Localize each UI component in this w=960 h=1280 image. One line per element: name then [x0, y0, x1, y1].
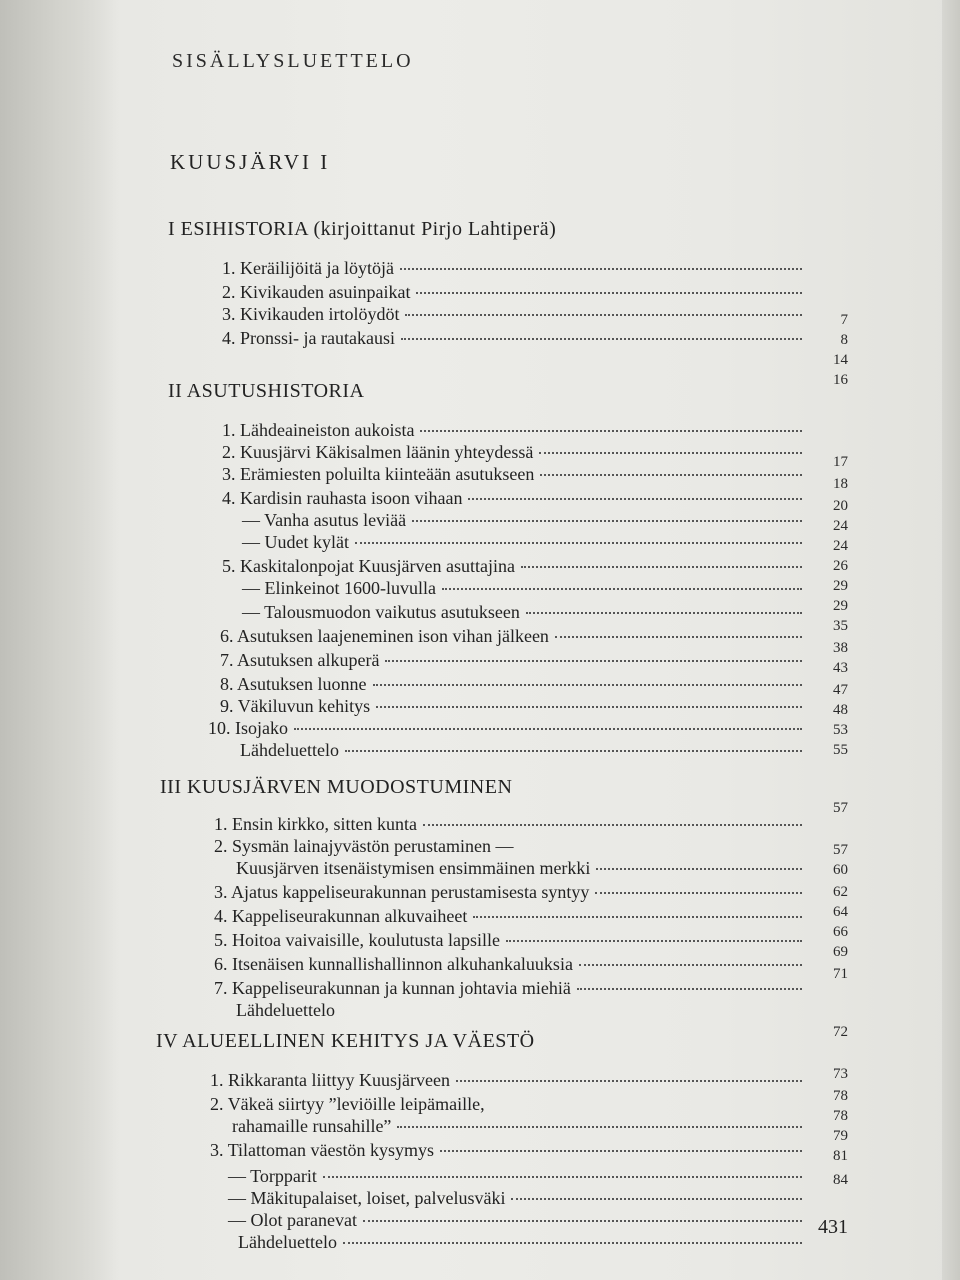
entry-title: Kuusjärven itsenäistymisen ensimmäinen merkki — [236, 858, 591, 878]
entry-number: 4. — [222, 488, 236, 508]
entry-title: Kuusjärvi Käkisalmen läänin yhteydessä — [240, 442, 534, 462]
toc-entry — [214, 978, 802, 999]
entry-title: Asutuksen luonne — [237, 674, 367, 694]
leader-dots — [363, 1220, 802, 1222]
entry-number: 7. — [220, 650, 234, 670]
page-ref: 81 — [833, 1148, 848, 1164]
leader-dots — [323, 1176, 802, 1178]
entry-title: Asutuksen alkuperä — [237, 650, 380, 670]
page-ref: 48 — [833, 702, 848, 718]
leader-dots — [456, 1080, 802, 1082]
entry-title: — Uudet kylät — [242, 532, 349, 552]
section-title: I ESIHISTORIA (kirjoittanut Pirjo Lahtiperä) — [168, 218, 557, 240]
entry-number: 6. — [220, 626, 234, 646]
leader-dots — [521, 566, 802, 568]
entry-number: 4. — [222, 328, 236, 348]
section-title: II ASUTUSHISTORIA — [168, 380, 365, 402]
entry-number: 7. — [214, 978, 228, 998]
leader-dots — [343, 1242, 802, 1244]
page-ref: 62 — [833, 884, 848, 900]
entry-number: 6. — [214, 954, 228, 974]
toc-entry — [222, 488, 802, 509]
page-ref: 38 — [833, 640, 848, 656]
entry-number: 2. — [210, 1094, 224, 1114]
entry-title: — Mäkitupalaiset, loiset, palvelusväki — [228, 1188, 506, 1208]
leader-dots — [420, 430, 802, 432]
page-ref: 55 — [833, 742, 848, 758]
toc-entry — [242, 532, 802, 553]
toc-entry — [222, 304, 802, 325]
entry-number: 2. — [222, 282, 236, 302]
toc-entry — [222, 556, 802, 577]
page-ref: 64 — [833, 904, 848, 920]
page-ref: 8 — [840, 332, 848, 348]
page-ref: 14 — [833, 352, 848, 368]
leader-dots — [373, 684, 802, 686]
toc-entry — [236, 858, 802, 879]
entry-number: 8. — [220, 674, 234, 694]
leader-dots — [397, 1126, 802, 1128]
entry-title: Kaskitalonpojat Kuusjärven asuttajina — [240, 556, 515, 576]
leader-dots — [294, 728, 802, 730]
toc-entry — [220, 650, 802, 671]
entry-number: 3. — [222, 304, 236, 324]
toc-entry — [228, 1188, 802, 1209]
leader-dots — [376, 706, 802, 708]
page-ref: 53 — [833, 722, 848, 738]
toc-entry — [210, 1140, 802, 1161]
leader-dots — [473, 916, 802, 918]
entry-title: Hoitoa vaivaisille, koulutusta lapsille — [232, 930, 500, 950]
leader-dots — [596, 868, 802, 870]
toc-entry — [222, 282, 802, 303]
leader-dots — [385, 660, 802, 662]
entry-title: Ajatus kappeliseurakunnan perustamisesta syntyy — [231, 882, 590, 902]
toc-entry — [222, 258, 802, 279]
leader-dots — [539, 452, 802, 454]
leader-dots — [400, 268, 802, 270]
entry-title: Kivikauden irtolöydöt — [240, 304, 400, 324]
entry-title: Pronssi- ja rautakausi — [240, 328, 395, 348]
toc-entry — [214, 954, 802, 975]
entry-title: Asutuksen laajeneminen ison vihan jälkeen — [237, 626, 549, 646]
page-ref: 79 — [833, 1128, 848, 1144]
page-ref: 71 — [833, 966, 848, 982]
toc-entry — [220, 626, 802, 647]
toc-entry — [232, 1116, 802, 1137]
leader-dots — [511, 1198, 802, 1200]
section-title: IV ALUEELLINEN KEHITYS JA VÄESTÖ — [156, 1030, 535, 1052]
entry-title: Lähdeaineiston aukoista — [240, 420, 415, 440]
toc-entry — [222, 420, 802, 441]
entry-title: Väkeä siirtyy ”leviöille leipämaille, — [227, 1094, 485, 1114]
leader-dots — [595, 892, 802, 894]
entry-title: Sysmän lainajyvästön perustaminen — — [232, 836, 514, 856]
entry-title: — Talousmuodon vaikutus asutukseen — [242, 602, 520, 622]
entry-title: Lähdeluettelo — [238, 1232, 337, 1252]
toc-entry — [208, 718, 802, 739]
leader-dots — [401, 338, 802, 340]
entry-title: Ensin kirkko, sitten kunta — [232, 814, 417, 834]
page-ref: 29 — [833, 598, 848, 614]
book-subheading: KUUSJÄRVI I — [170, 150, 331, 174]
page-ref: 29 — [833, 578, 848, 594]
toc-entry — [220, 696, 802, 717]
entry-number: 2. — [222, 442, 236, 462]
page-ref: 60 — [833, 862, 848, 878]
toc-entry — [222, 442, 802, 463]
entry-title: rahamaille runsahille” — [232, 1116, 392, 1136]
entry-title: — Elinkeinot 1600-luvulla — [242, 578, 436, 598]
toc-entry — [214, 930, 802, 951]
toc-entry — [240, 740, 802, 761]
entry-title: Kappeliseurakunnan ja kunnan johtavia miehiä — [232, 978, 571, 998]
page-heading: SISÄLLYSLUETTELO — [172, 50, 414, 72]
page-ref: 72 — [833, 1024, 848, 1040]
entry-title: Kivikauden asuinpaikat — [240, 282, 411, 302]
page-ref: 78 — [833, 1088, 848, 1104]
leader-dots — [577, 988, 802, 990]
leader-dots — [355, 542, 802, 544]
toc-entry — [210, 1094, 802, 1115]
toc-entry — [242, 602, 802, 623]
page-ref: 24 — [833, 538, 848, 554]
entry-number: 1. — [214, 814, 228, 834]
toc-entry — [214, 814, 802, 835]
leader-dots — [423, 824, 802, 826]
entry-title: Väkiluvun kehitys — [237, 696, 371, 716]
page-ref: 16 — [833, 372, 848, 388]
entry-title: — Olot paranevat — [228, 1210, 357, 1230]
entry-number: 1. — [222, 258, 236, 278]
leader-dots — [506, 940, 802, 942]
entry-title: Erämiesten poluilta kiinteään asutukseen — [240, 464, 535, 484]
toc-entry — [222, 464, 802, 485]
page-ref: 57 — [833, 842, 848, 858]
leader-dots — [405, 314, 802, 316]
page-ref: 43 — [833, 660, 848, 676]
entry-title: Lähdeluettelo — [240, 740, 339, 760]
page-ref: 17 — [833, 454, 848, 470]
page-ref: 78 — [833, 1108, 848, 1124]
entry-title: Lähdeluettelo — [236, 1000, 335, 1020]
entry-number: 3. — [222, 464, 236, 484]
entry-title: — Vanha asutus leviää — [242, 510, 407, 530]
page-ref: 20 — [833, 498, 848, 514]
page-ref: 47 — [833, 682, 848, 698]
leader-dots — [540, 474, 802, 476]
toc-entry — [214, 836, 802, 857]
page-number: 431 — [818, 1216, 848, 1238]
leader-dots — [526, 612, 802, 614]
entry-title: Tilattoman väestön kysymys — [227, 1140, 435, 1160]
entry-number: 9. — [220, 696, 234, 716]
page-ref: 57 — [833, 800, 848, 816]
leader-dots — [555, 636, 802, 638]
toc-entry — [242, 510, 802, 531]
toc-entry — [222, 328, 802, 349]
leader-dots — [440, 1150, 802, 1152]
entry-number: 1. — [210, 1070, 224, 1090]
entry-number: 10. — [208, 718, 231, 738]
toc-entry — [210, 1070, 802, 1091]
page-ref: 35 — [833, 618, 848, 634]
entry-number: 4. — [214, 906, 228, 926]
entry-number: 3. — [214, 882, 228, 902]
entry-number: 3. — [210, 1140, 224, 1160]
toc-entry — [228, 1210, 802, 1231]
leader-dots — [579, 964, 802, 966]
toc-entry — [214, 882, 802, 903]
entry-title: Itsenäisen kunnallishallinnon alkuhankaluuksia — [232, 954, 573, 974]
entry-title: Keräilijöitä ja löytöjä — [240, 258, 394, 278]
leader-dots — [412, 520, 802, 522]
entry-number: 2. — [214, 836, 228, 856]
toc-entry — [220, 674, 802, 695]
toc-entry — [242, 578, 802, 599]
entry-title: Kappeliseurakunnan alkuvaiheet — [232, 906, 468, 926]
page-ref: 69 — [833, 944, 848, 960]
leader-dots — [345, 750, 802, 752]
entry-title: — Torpparit — [228, 1166, 317, 1186]
toc-entry — [228, 1166, 802, 1187]
page-ref: 18 — [833, 476, 848, 492]
page-ref: 24 — [833, 518, 848, 534]
entry-number: 5. — [214, 930, 228, 950]
page-ref: 26 — [833, 558, 848, 574]
leader-dots — [442, 588, 802, 590]
entry-title: Kardisin rauhasta isoon vihaan — [240, 488, 463, 508]
page-ref: 84 — [833, 1172, 848, 1188]
toc-entry — [236, 1000, 802, 1021]
toc-entry — [238, 1232, 802, 1253]
entry-number: 5. — [222, 556, 236, 576]
leader-dots — [416, 292, 802, 294]
entry-number: 1. — [222, 420, 236, 440]
page-ref: 73 — [833, 1066, 848, 1082]
section-title: III KUUSJÄRVEN MUODOSTUMINEN — [160, 776, 513, 798]
page-ref: 66 — [833, 924, 848, 940]
leader-dots — [468, 498, 802, 500]
entry-title: Rikkaranta liittyy Kuusjärveen — [228, 1070, 450, 1090]
page-ref: 7 — [840, 312, 848, 328]
toc-entry — [214, 906, 802, 927]
entry-title: Isojako — [235, 718, 288, 738]
